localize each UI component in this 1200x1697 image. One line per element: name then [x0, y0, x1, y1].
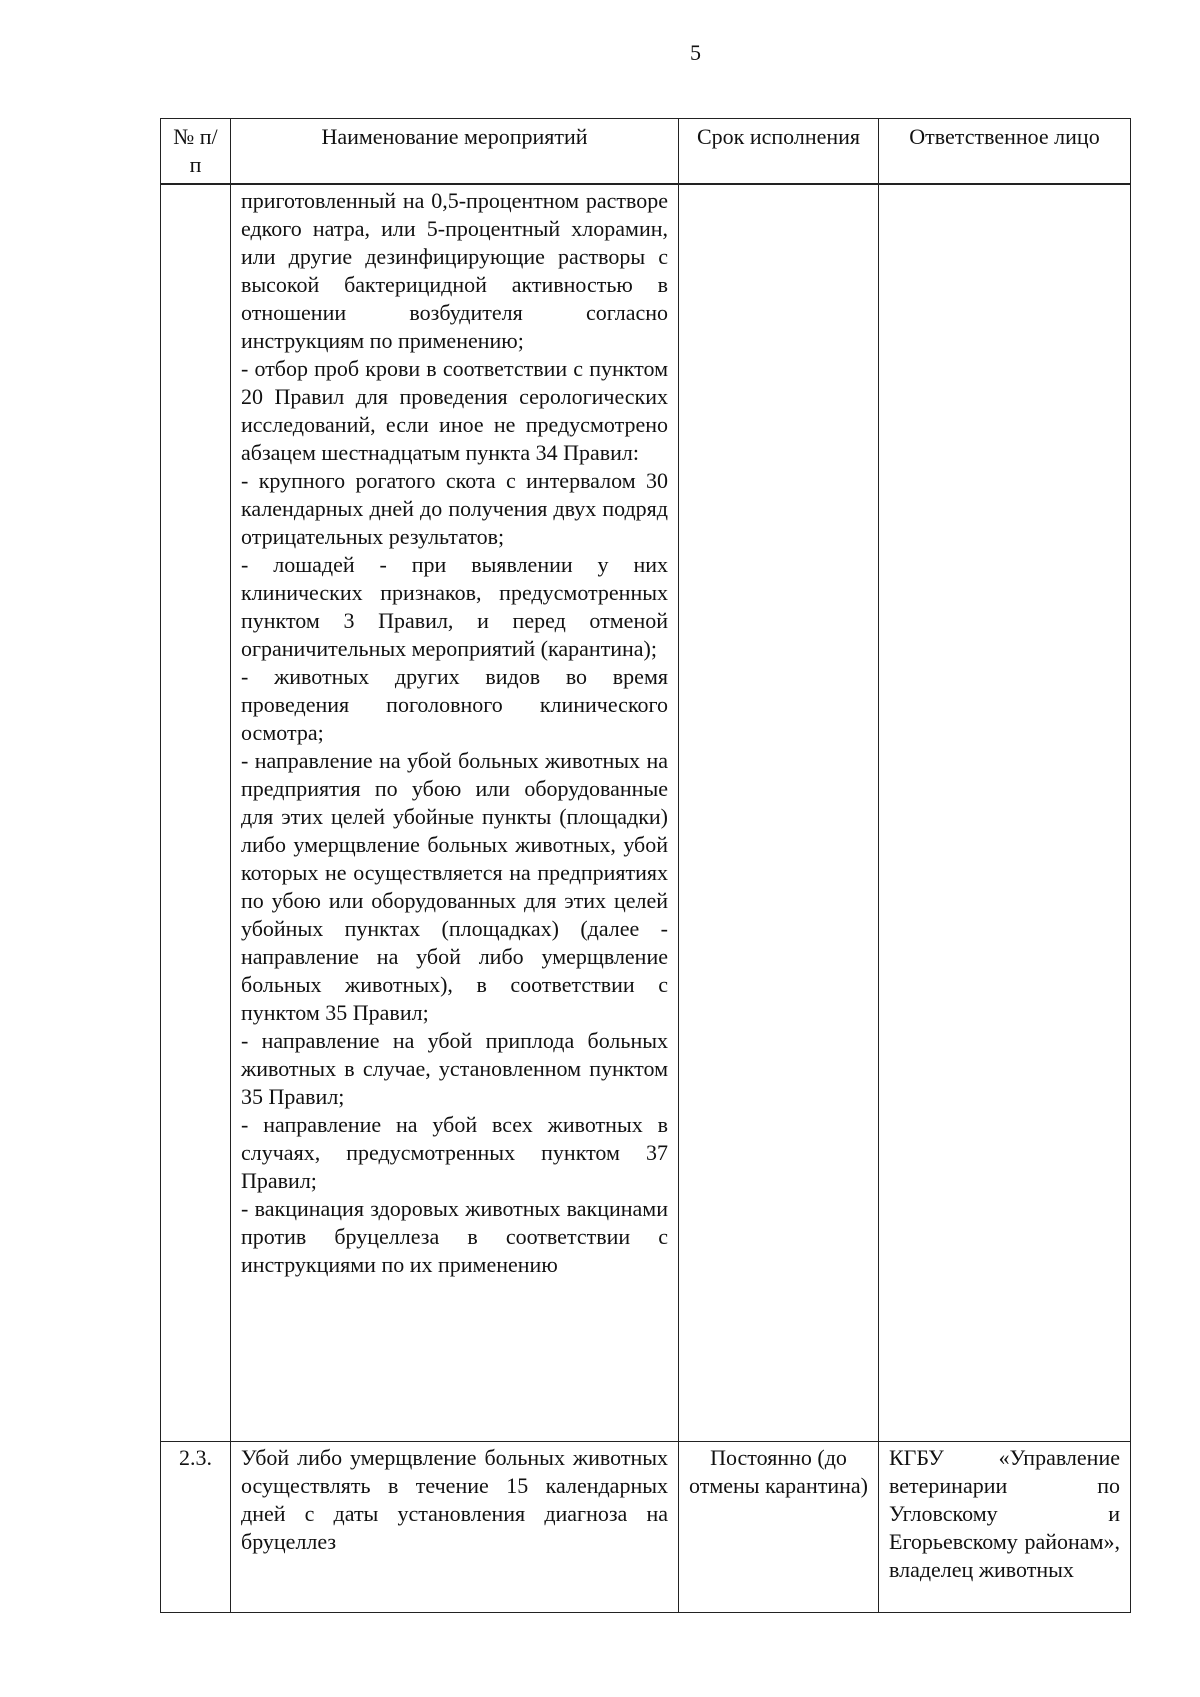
- header-responsible: Ответственное лицо: [879, 119, 1131, 185]
- row-measures: [231, 184, 679, 1442]
- header-deadline: Срок исполнения: [679, 119, 879, 185]
- measure-paragraph: - крупного рогатого скота с интервалом 30 календарных дней до получения двух подряд отрицательных результатов;: [241, 468, 668, 549]
- measure-paragraph: - лошадей - при выявлении у них клинических признаков, предусмотренных пунктом 3 Правил, и перед отменой ограничительных мероприятий (карантина);: [241, 552, 668, 661]
- measure-paragraph: - животных других видов во время проведения поголовного клинического осмотра;: [241, 664, 668, 745]
- header-number: № п/п: [161, 119, 231, 185]
- row-deadline: Постоянно (до отмены карантина): [679, 1442, 879, 1613]
- row-measures: [231, 1442, 679, 1613]
- row-number: 2.3.: [161, 1442, 231, 1613]
- row-responsible: КГБУ «Управление ветеринарии по Угловскому и Егорьевскому районам», владелец животных: [879, 1442, 1131, 1613]
- table-row-continuation: [161, 184, 1131, 1442]
- row-number: [161, 184, 231, 1442]
- measure-paragraph: - направление на убой всех животных в случаях, предусмотренных пунктом 37 Правил;: [241, 1112, 668, 1193]
- measure-paragraph: - направление на убой больных животных на предприятия по убою или оборудованные для этих целей убойные пункты (площадки) либо умерщвление больных животных, убой которых не осуществляется на предприятиях по убою или оборудованных для этих целей убойных пунктах (площадках) (далее - направление на убой либо умерщвление больных животных), в соответствии с пунктом 35 Правил;: [241, 748, 668, 1025]
- row-deadline: [679, 184, 879, 1442]
- measure-paragraph: Убой либо умерщвление больных животных осуществлять в течение 15 календарных дней с даты установления диагноза на бруцеллез: [241, 1445, 668, 1554]
- row-responsible: [879, 184, 1131, 1442]
- header-measures: Наименование мероприятий: [231, 119, 679, 185]
- table-row-2-3: [161, 1442, 1131, 1613]
- measures-table: [160, 118, 1131, 1613]
- measure-paragraph: - отбор проб крови в соответствии с пунктом 20 Правил для проведения серологических исследований, если иное не предусмотрено абзацем шестнадцатым пункта 34 Правил:: [241, 356, 668, 465]
- measure-paragraph: приготовленный на 0,5-процентном растворе едкого натра, или 5-процентный хлорамин, или другие дезинфицирующие растворы с высокой бактерицидной активностью в отношении возбудителя согласно инструкциям по применению;: [241, 188, 668, 353]
- page-number: 5: [690, 40, 701, 65]
- table-header-row: [161, 119, 1131, 185]
- measure-paragraph: - направление на убой приплода больных животных в случае, установленном пунктом 35 Правил;: [241, 1028, 668, 1109]
- measure-paragraph: - вакцинация здоровых животных вакцинами против бруцеллеза в соответствии с инструкциями по их применению: [241, 1196, 668, 1277]
